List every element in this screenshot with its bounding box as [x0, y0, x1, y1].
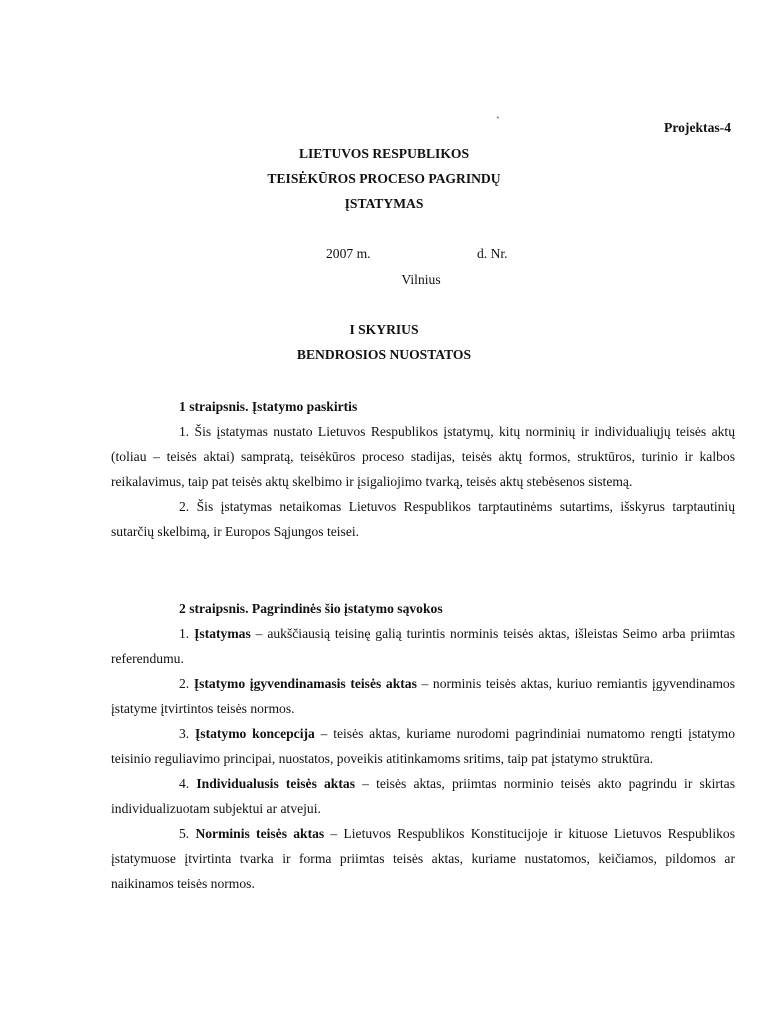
- definition-5: [111, 821, 735, 896]
- project-label: Projektas-4: [664, 120, 731, 135]
- definition-1-number: 1.: [179, 626, 190, 641]
- definition-2-text: – norminis teisės aktas, kuriuo remiantis įgyvendinamos įstatyme įtvirtintos teisės normos.: [111, 676, 736, 716]
- title-line-2: TEISĖKŪROS PROCESO PAGRINDŲ: [267, 171, 501, 186]
- definition-2-number: 2.: [179, 676, 190, 691]
- chapter-number: I SKYRIUS: [349, 322, 419, 337]
- article-1: [111, 394, 735, 544]
- definition-3-text: – teisės aktas, kuriame nurodomi pagrindiniai numatomo rengti įstatymo teisinio reguliavimo principai, nuostatos, poveikis atitinkamoms sritims, taip pat įstatymo struktūra.: [111, 726, 735, 766]
- tick-mark: `: [496, 114, 500, 128]
- definition-3: [111, 721, 735, 771]
- definition-5-term: Norminis teisės aktas: [195, 826, 325, 841]
- definition-1-term: Įstatymas: [194, 626, 251, 641]
- article-2-heading: 2 straipsnis. Pagrindinės šio įstatymo sąvokos: [179, 601, 443, 616]
- document-city: Vilnius: [401, 272, 441, 287]
- definition-4-text: – teisės aktas, priimtas norminio teisės akto pagrindu ir skirtas individualizuotam subjektui ar atvejui.: [111, 776, 735, 816]
- definition-5-number: 5.: [179, 826, 190, 841]
- title-line-1: LIETUVOS RESPUBLIKOS: [298, 146, 470, 161]
- article-1-paragraph-2: 2. Šis įstatymas netaikomas Lietuvos Respublikos tarptautinėms sutartims, išskyrus tarptautinių sutarčių skelbimą, ir Europos Sąjungos teisei.: [111, 499, 735, 539]
- chapter-name: BENDROSIOS NUOSTATOS: [296, 347, 472, 362]
- document-number: d. Nr.: [477, 246, 508, 261]
- definition-4: [111, 771, 735, 821]
- definition-1-text: – aukščiausią teisinę galią turintis norminis teisės aktas, išleistas Seimo arba priimtas referendumu.: [111, 626, 735, 666]
- article-1-paragraph-1: 1. Šis įstatymas nustato Lietuvos Respublikos įstatymų, kitų norminių ir individualiųjų teisės aktų (toliau – teisės aktai) sampratą, teisėkūros proceso stadijas, teisės aktų formos, struktūros, turinio ir kalbos reikalavimus, taip pat teisės aktų skelbimo ir įsigaliojimo tvarką, teisės aktų stebėsenos sistemą.: [111, 424, 735, 489]
- definition-2: [111, 671, 735, 721]
- document-date: 2007 m.: [326, 246, 371, 261]
- definition-4-term: Individualusis teisės aktas: [196, 776, 355, 791]
- definition-3-number: 3.: [179, 726, 190, 741]
- definition-5-text: – Lietuvos Respublikos Konstitucijoje ir kituose Lietuvos Respublikos įstatymuose įtvirtinta tvarka ir forma priimtas teisės aktas, kuriame nustatomos, keičiamos, pildomos ar naikinamos teisės normos.: [111, 826, 735, 891]
- definition-1: [111, 621, 735, 671]
- definition-4-number: 4.: [179, 776, 190, 791]
- title-line-3: ĮSTATYMAS: [344, 196, 424, 211]
- definition-2-term: Įstatymo įgyvendinamasis teisės aktas: [193, 676, 417, 691]
- article-2: [111, 596, 735, 896]
- definition-3-term: Įstatymo koncepcija: [195, 726, 315, 741]
- article-1-heading: 1 straipsnis. Įstatymo paskirtis: [179, 399, 358, 414]
